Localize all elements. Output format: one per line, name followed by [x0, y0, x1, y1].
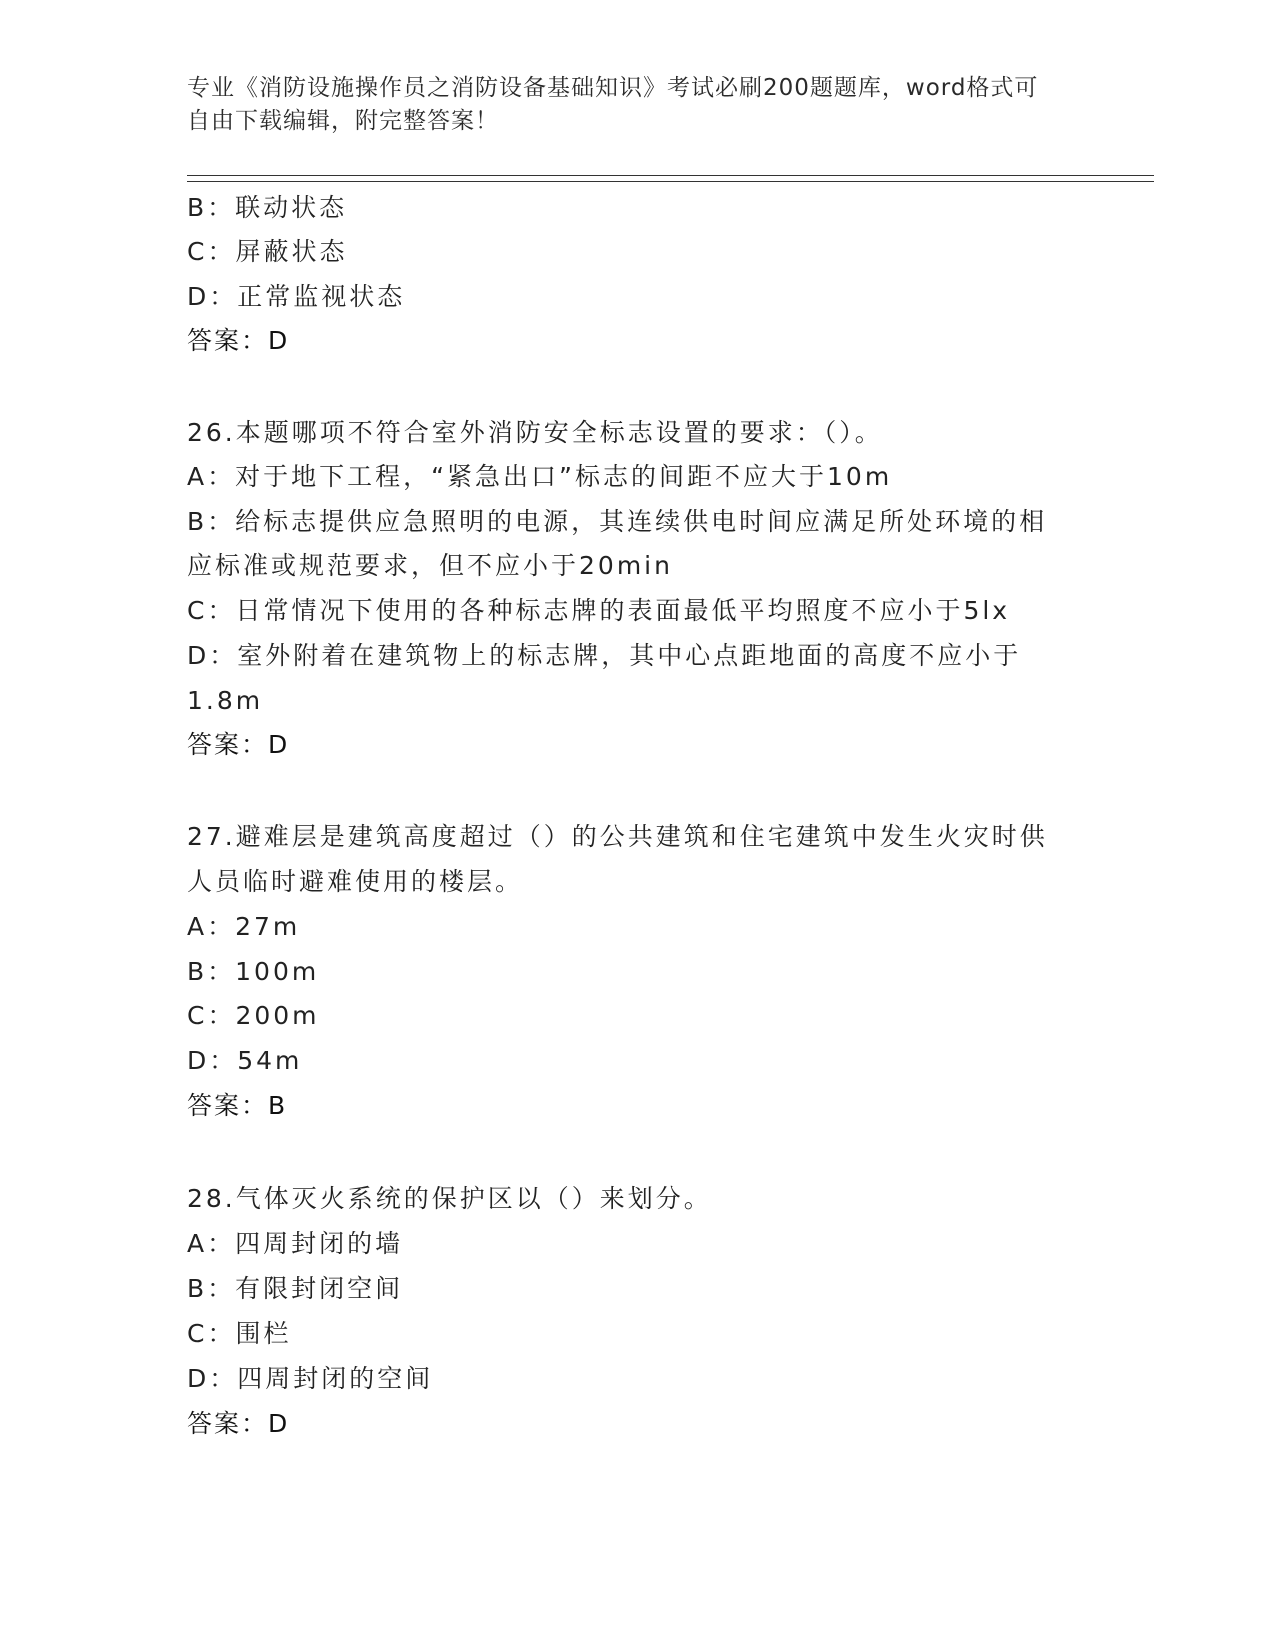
q26-option-c: C：日常情况下使用的各种标志牌的表面最低平均照度不应小于5lx: [187, 596, 1011, 625]
q25-answer: 答案：D: [187, 326, 290, 355]
q25-option-c: C：屏蔽状态: [187, 237, 348, 266]
q25-option-b: B：联动状态: [187, 193, 348, 222]
q28-option-a: A：四周封闭的墙: [187, 1229, 404, 1258]
q26-option-b-line-2: 应标准或规范要求，但不应小于20min: [187, 551, 673, 580]
header-divider-bottom: [187, 181, 1154, 182]
q26-option-b-line-1: B：给标志提供应急照明的电源，其连续供电时间应满足所处环境的相: [187, 507, 1048, 536]
q27-option-d: D：54m: [187, 1046, 303, 1075]
q28-answer: 答案：D: [187, 1409, 290, 1438]
q26-option-a: A：对于地下工程，“紧急出口”标志的间距不应大于10m: [187, 462, 893, 491]
q28-option-c: C：围栏: [187, 1319, 292, 1348]
q26-option-d-line-2: 1.8m: [187, 686, 264, 715]
q27-stem-line-2: 人员临时避难使用的楼层。: [187, 867, 524, 896]
q27-answer: 答案：B: [187, 1091, 288, 1120]
q26-option-d-line-1: D：室外附着在建筑物上的标志牌，其中心点距地面的高度不应小于: [187, 641, 1022, 670]
header-line-1: 专业《消防设施操作员之消防设备基础知识》考试必刷200题题库，word格式可: [187, 75, 1039, 101]
q25-option-d: D：正常监视状态: [187, 282, 406, 311]
q28-stem: 28.气体灭火系统的保护区以（）来划分。: [187, 1184, 712, 1213]
q27-stem-line-1: 27.避难层是建筑高度超过（）的公共建筑和住宅建筑中发生火灾时供: [187, 822, 1048, 851]
header-line-2: 自由下载编辑，附完整答案！: [187, 108, 499, 134]
q27-option-c: C：200m: [187, 1001, 320, 1030]
header-divider-top: [187, 175, 1154, 176]
q27-option-b: B：100m: [187, 957, 320, 986]
document-header: [187, 72, 1087, 138]
q28-option-d: D：四周封闭的空间: [187, 1364, 434, 1393]
q26-answer: 答案：D: [187, 730, 290, 759]
q28-option-b: B：有限封闭空间: [187, 1274, 404, 1303]
q26-stem: 26.本题哪项不符合室外消防安全标志设置的要求：（）。: [187, 418, 883, 447]
q27-option-a: A：27m: [187, 912, 301, 941]
